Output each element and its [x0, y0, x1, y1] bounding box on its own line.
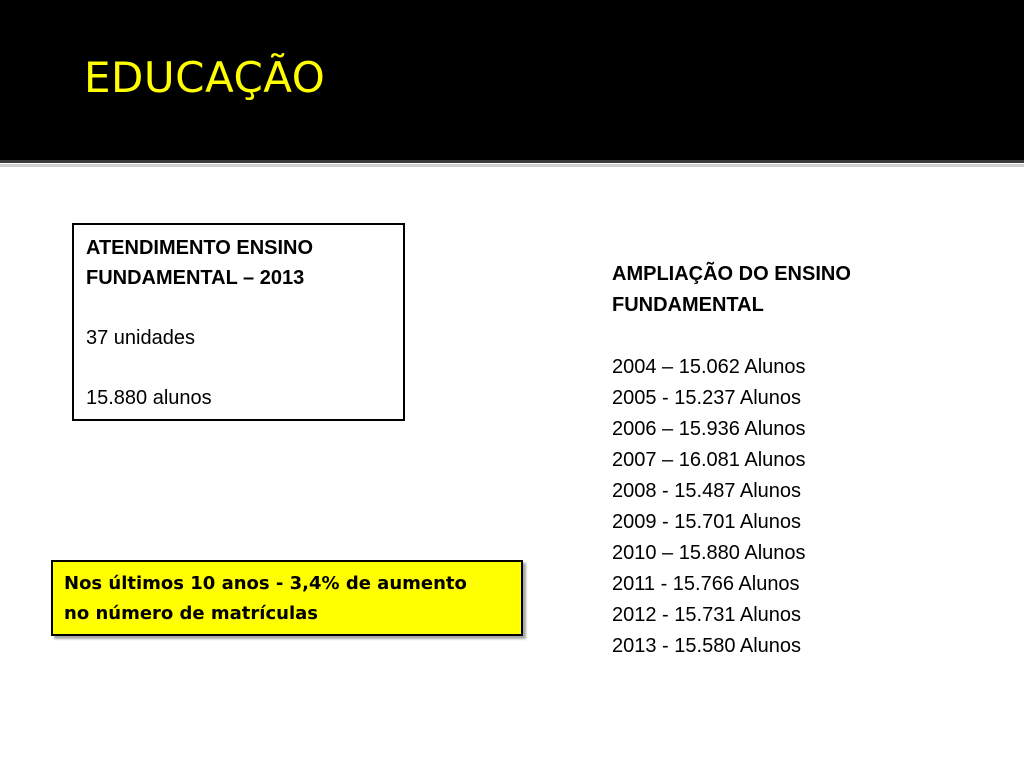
highlight-box [51, 560, 523, 636]
ampliacao-heading-line1: AMPLIAÇÃO DO ENSINO [612, 263, 851, 285]
ampliacao-heading-line2: FUNDAMENTAL [612, 294, 764, 316]
ampliacao-heading [612, 259, 992, 321]
atendimento-unidades: 37 unidades [86, 327, 195, 349]
atendimento-heading-line2: FUNDAMENTAL – 2013 [86, 267, 305, 289]
list-item: 2012 - 15.731 Alunos [612, 604, 802, 626]
title-divider-light [0, 164, 1024, 167]
atendimento-box [72, 223, 405, 421]
atendimento-heading [86, 233, 393, 293]
list-item: 2006 – 15.936 Alunos [612, 418, 806, 440]
list-item: 2009 - 15.701 Alunos [612, 511, 802, 533]
title-bar [0, 0, 1024, 160]
list-item: 2010 – 15.880 Alunos [612, 542, 806, 564]
list-item: 2011 - 15.766 Alunos [612, 573, 800, 595]
list-item: 2007 – 16.081 Alunos [612, 449, 806, 471]
ampliacao-section [612, 259, 992, 662]
list-item: 2005 - 15.237 Alunos [612, 387, 802, 409]
atendimento-heading-line1: ATENDIMENTO ENSINO [86, 237, 314, 259]
highlight-line2: no número de matrículas [64, 603, 318, 624]
list-item: 2013 - 15.580 Alunos [612, 635, 802, 657]
list-item: 2004 – 15.062 Alunos [612, 356, 806, 378]
atendimento-alunos: 15.880 alunos [86, 387, 212, 409]
ampliacao-list [612, 352, 992, 662]
title-divider-dark [0, 160, 1024, 163]
highlight-line1: Nos últimos 10 anos - 3,4% de aumento [64, 573, 467, 594]
slide-title: EDUCAÇÃO [84, 53, 326, 102]
list-item: 2008 - 15.487 Alunos [612, 480, 802, 502]
